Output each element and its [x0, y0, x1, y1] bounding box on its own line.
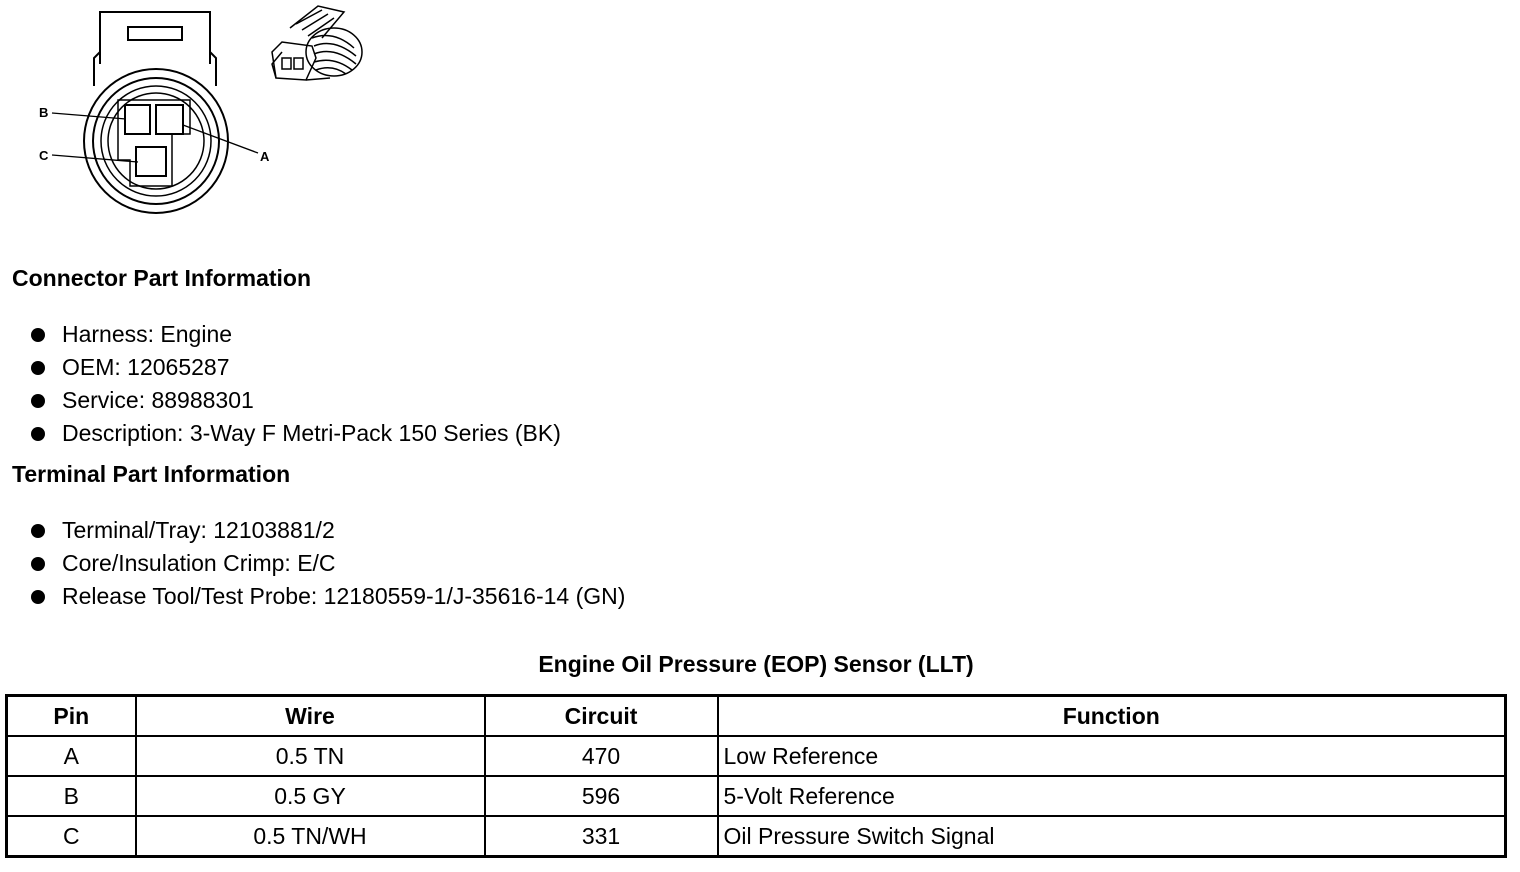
circuit-cell: 331: [485, 816, 718, 857]
pin-cell: C: [7, 816, 136, 857]
wire-cell: 0.5 TN: [136, 736, 485, 776]
bullet-icon: [31, 328, 45, 342]
connector-isometric-icon: [272, 6, 362, 80]
release-tool-text: Release Tool/Test Probe: 12180559-1/J-35616-14 (GN): [62, 583, 626, 609]
list-item: [28, 384, 561, 417]
circuit-cell: 470: [485, 736, 718, 776]
crimp-text: Core/Insulation Crimp: E/C: [62, 550, 336, 576]
pin-label-c: C: [39, 148, 49, 163]
harness-text: Harness: Engine: [62, 321, 233, 347]
terminal-tray-text: Terminal/Tray: 12103881/2: [62, 517, 335, 543]
col-header-circuit: Circuit: [485, 696, 718, 737]
bullet-icon: [31, 361, 45, 375]
col-header-function: Function: [718, 696, 1506, 737]
connector-info-list: [28, 318, 561, 450]
terminal-info-heading: Terminal Part Information: [12, 461, 291, 487]
oem-text: OEM: 12065287: [62, 354, 230, 380]
table-row: [7, 816, 1506, 857]
terminal-c: [136, 147, 166, 176]
connector-latch-housing: [100, 12, 210, 64]
terminal-a: [156, 105, 183, 134]
description-text: Description: 3-Way F Metri-Pack 150 Series (BK): [62, 420, 561, 446]
bullet-icon: [31, 590, 45, 604]
list-item: [28, 547, 625, 580]
pin-label-a: A: [260, 149, 270, 164]
list-item: [28, 580, 625, 613]
bullet-icon: [31, 394, 45, 408]
terminal-b: [125, 105, 150, 134]
list-item: [28, 514, 625, 547]
circuit-cell: 596: [485, 776, 718, 816]
table-row: [7, 736, 1506, 776]
pinout-table: [5, 694, 1507, 858]
wire-cell: 0.5 TN/WH: [136, 816, 485, 857]
function-cell: Oil Pressure Switch Signal: [718, 816, 1506, 857]
function-cell: 5-Volt Reference: [718, 776, 1506, 816]
connector-outer-ring: [84, 69, 228, 213]
list-item: [28, 318, 561, 351]
connector-info-heading: Connector Part Information: [12, 265, 312, 291]
pin-cell: B: [7, 776, 136, 816]
connector-diagram: [0, 0, 420, 240]
connector-latch-window: [128, 27, 182, 40]
col-header-pin: Pin: [7, 696, 136, 737]
table-row: [7, 776, 1506, 816]
pin-cell: A: [7, 736, 136, 776]
pin-label-b: B: [39, 105, 49, 120]
col-header-wire: Wire: [136, 696, 485, 737]
cavity-outline: [118, 100, 190, 186]
function-cell: Low Reference: [718, 736, 1506, 776]
list-item: [28, 351, 561, 384]
wire-cell: 0.5 GY: [136, 776, 485, 816]
terminal-info-list: [28, 514, 625, 613]
table-header-row: [7, 696, 1506, 737]
service-text: Service: 88988301: [62, 387, 254, 413]
table-title: Engine Oil Pressure (EOP) Sensor (LLT): [538, 651, 974, 677]
bullet-icon: [31, 524, 45, 538]
bullet-icon: [31, 427, 45, 441]
list-item: [28, 417, 561, 450]
bullet-icon: [31, 557, 45, 571]
